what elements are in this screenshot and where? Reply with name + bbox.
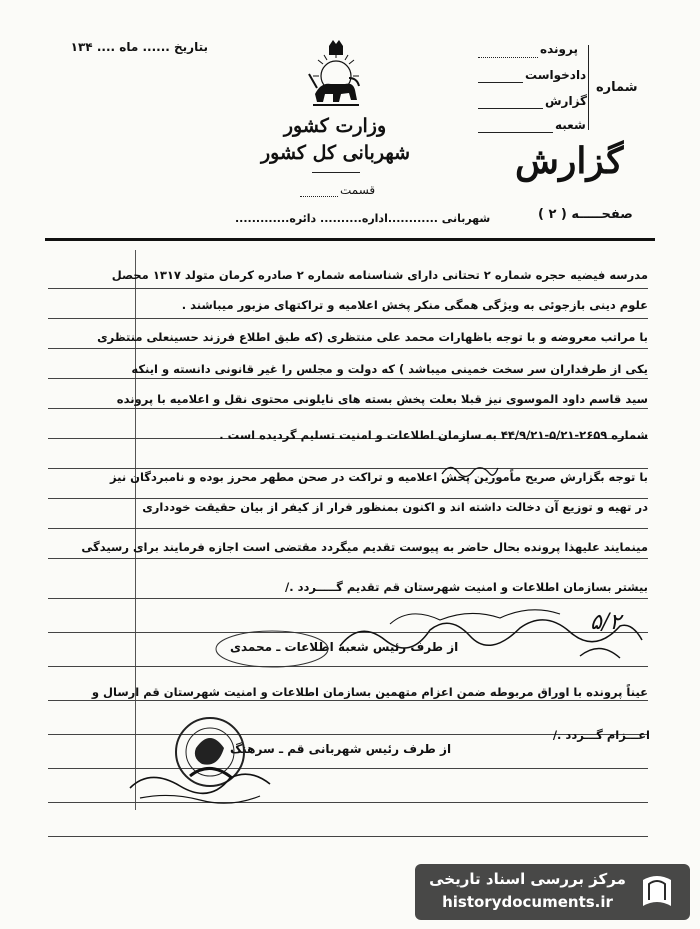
- request-line: [478, 82, 523, 83]
- body-line-8: در تهیه و توزیع آن دخالت داشته اند و اکنون بمنظور فرار از کیفر از بیان حقیقت خودداری: [142, 500, 648, 514]
- date-field: بتاریخ ...... ماه .... ۱۳۴: [70, 40, 208, 54]
- date-label: بتاریخ: [174, 40, 208, 54]
- document-logo-icon: [637, 872, 679, 912]
- body-line-9: مینمایند علیهذا پرونده بحال حاضر به پیوست تقدیم میگردد مقتضی است اجازه فرمایند برای رسیدگی: [81, 540, 648, 554]
- header-rule: [45, 238, 655, 241]
- closing-line-2: اعـــزام گـــردد ./: [552, 728, 650, 742]
- section-line: [300, 196, 338, 197]
- body-line-1: مدرسه فیضیه حجره شماره ۲ تحتانی دارای شناسنامه شماره ۲ صادره کرمان متولد ۱۳۱۷ محصل: [111, 268, 648, 282]
- oval-stamp-icon: [212, 627, 332, 671]
- signature-1-label: از طرف رئیس شعبه اطلاعات ـ محمدی: [230, 640, 459, 654]
- body-line-2: علوم دینی بازجوئی به ویژگی همگی منکر پخش اعلامیه و تراکتهای مزبور میباشند .: [181, 298, 648, 312]
- sub-units-line: شهربانی ............اداره.......... دائره.............: [235, 212, 491, 225]
- ruled-line: [48, 318, 648, 319]
- handwritten-signature-2-icon: [120, 748, 290, 808]
- number-label: شماره: [596, 80, 638, 95]
- ruled-line: [48, 408, 648, 409]
- ministry-title: وزارت کشور: [283, 115, 387, 137]
- ruled-line: [48, 558, 648, 559]
- ruled-line: [48, 498, 648, 499]
- handwritten-ref: ۵/۲: [590, 610, 622, 635]
- report-title: گزارش: [515, 140, 624, 182]
- ruled-line: [48, 598, 648, 599]
- signature-2-label: از طرف رئیس شهربانی قم ـ سرهنگ: [230, 742, 452, 756]
- page-number: صفحـــــه ( ۲ ): [538, 207, 633, 222]
- bracket-line: [588, 45, 589, 130]
- ruled-line: [48, 468, 648, 469]
- body-line-10: بیشتر بسازمان اطلاعات و امنیت شهرستان قم تقدیم گـــــردد ./: [285, 580, 648, 594]
- body-line-5: سید قاسم داود الموسوی نیز قبلا بعلت پخش بسته های نایلونی محتوی نقل و اعلامیه با پرونده: [116, 392, 648, 406]
- body-line-6: شماره ۲۶۵۹-۵/۲۱-۴۴/۹/۲۱ به سازمان اطلاعات و امنیت تسلیم گردیده است .: [219, 428, 648, 442]
- ruled-line: [48, 528, 648, 529]
- watermark-site-url: historydocuments.ir: [442, 893, 613, 911]
- handwritten-mark-icon: [440, 460, 500, 482]
- report-field-line: [478, 108, 543, 109]
- title-underline: [312, 172, 360, 173]
- request-label: دادخواست: [525, 68, 587, 82]
- file-line: [478, 57, 538, 58]
- handwritten-signature-1-icon: [330, 600, 650, 672]
- lion-and-sun-emblem-icon: [305, 38, 367, 110]
- closing-line-1: عیناً پرونده با اوراق مربوطه ضمن اعزام متهمین بسازمان اطلاعات و امنیت شهرستان قم ارسال و: [91, 685, 648, 699]
- watermark-site-name: مرکز بررسی اسناد تاریخی: [429, 870, 626, 888]
- body-line-4: یکی از طرفداران سر سخت خمینی میباشد ) که دولت و مجلس را غیر قانونی دانسته و اینکه: [131, 362, 648, 376]
- file-label: پرونده: [540, 42, 578, 56]
- year-value: ۱۳۴: [70, 40, 93, 54]
- month-label: ماه: [119, 40, 139, 54]
- ruled-line: [48, 836, 648, 837]
- police-title: شهربانی کل کشور: [260, 142, 410, 164]
- ruled-line: [48, 700, 648, 701]
- branch-label: شعبه: [555, 118, 586, 132]
- ruled-line: [48, 288, 648, 289]
- branch-line: [478, 132, 553, 133]
- body-line-7: با توجه بگزارش صریح ماًمورین پخش اعلامیه و تراکت در صحن مطهر محرز بوده و نامبردگان نیز: [110, 470, 648, 484]
- report-field-label: گزارش: [545, 94, 588, 108]
- ruled-line: [48, 378, 648, 379]
- ruled-line: [48, 348, 648, 349]
- body-line-3: با مراتب معروضه و با توجه باظهارات محمد علی منتظری (که طبق اطلاع فرزند حسینعلی منتظری: [97, 330, 648, 344]
- watermark-badge: [415, 864, 690, 920]
- section-label: قسمت: [340, 183, 376, 197]
